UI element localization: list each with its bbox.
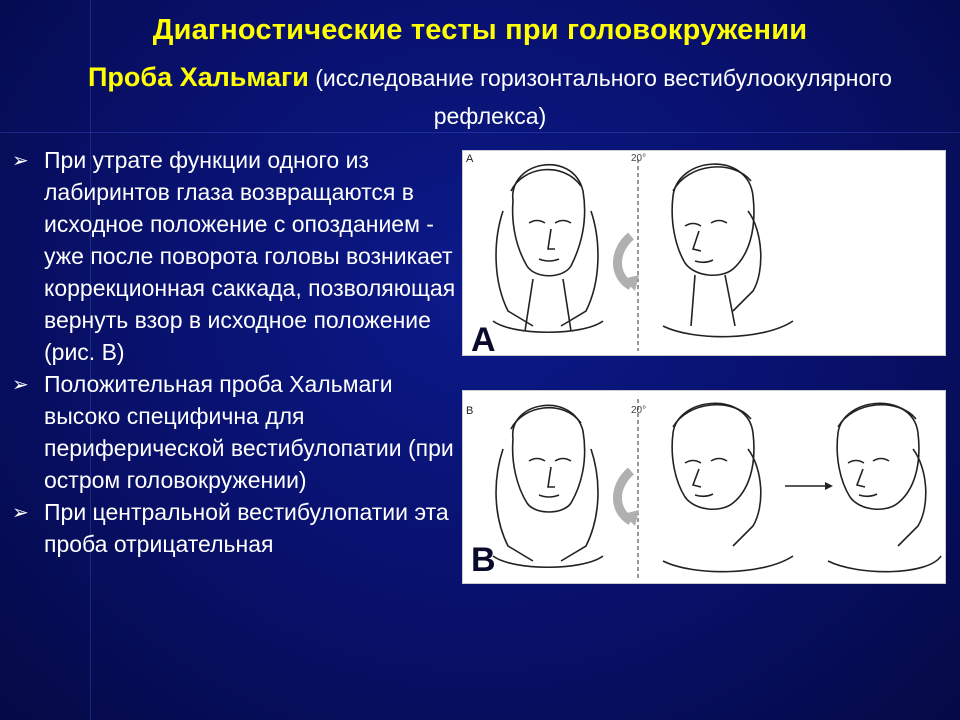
figure-a-letter: A [471,321,496,359]
figure-b-corner-label: B [466,405,474,417]
subtitle-test-name: Проба Хальмаги [88,62,309,92]
arrow-bullet-icon: ➢ [12,372,29,396]
bullet-text: При центральной вестибулопатии эта проба отрицательная [44,499,449,557]
figure-b-illustration [463,391,945,583]
bullet-item [12,144,462,368]
figure-b-panel [462,390,946,584]
head-turned-illustration [663,164,793,337]
head-corrected-illustration [828,403,941,571]
figure-b-letter: B [471,541,496,579]
bullet-item [12,496,462,560]
figure-b-angle-label: 20° [631,405,647,416]
bullet-item [12,368,462,496]
head-front-illustration [493,165,603,333]
bullet-text: При утрате функции одного из лабиринтов глаза возвращаются в исходное положение с опозданием - уже после поворота головы возникает коррекционная саккада, позволяющая вернуть взор в исходное положение (рис. В) [44,147,456,365]
slide-subtitle [80,60,900,137]
arrow-bullet-icon: ➢ [12,148,29,172]
head-front-illustration [493,405,603,567]
figure-a-illustration [463,151,945,355]
figure-a-corner-label: A [466,153,474,165]
subtitle-description: (исследование горизонтального вестибулоокулярного рефлекса) [308,65,892,129]
bullet-text: Положительная проба Хальмаги высоко специфична для периферической вестибулопатии (при остром головокружении) [44,371,454,493]
slide-title: Диагностические тесты при головокружении [152,14,808,46]
figure-a-panel [462,150,946,359]
bullet-list [12,144,462,560]
head-turned-illustration [663,403,793,571]
arrow-bullet-icon: ➢ [12,500,29,524]
figure-a-angle-label: 20° [631,153,647,164]
